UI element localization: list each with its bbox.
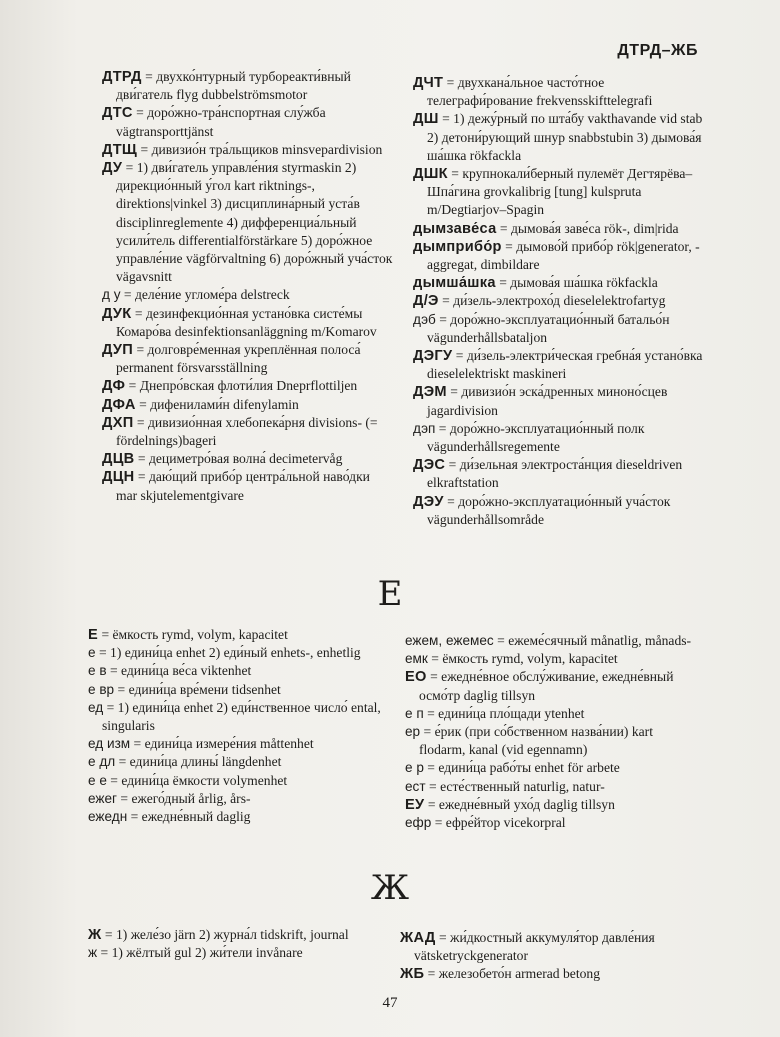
entry-headword: ДЭГУ (413, 348, 453, 365)
dictionary-entry (88, 926, 386, 944)
entry-definition: крупнокали́берный пулемёт Дегтярёва–Шпа́гина grovkalibrig [tung] kulspruta m/Degtiarjov–Spagin (427, 166, 693, 218)
dictionary-entry (102, 414, 394, 450)
entry-separator: = (130, 736, 145, 752)
dictionary-entry (102, 141, 394, 159)
entry-headword: е е (88, 772, 107, 788)
dictionary-entry (413, 347, 705, 383)
entry-separator: = (106, 663, 122, 679)
dictionary-entry (88, 944, 386, 962)
entry-separator: = (122, 160, 137, 176)
entry-separator: = (431, 815, 446, 831)
entry-headword: е п (405, 705, 424, 721)
dictionary-entry (413, 456, 705, 492)
entry-headword: е в (88, 663, 107, 679)
entry-separator: = (452, 348, 467, 364)
entry-separator: = (97, 945, 112, 961)
entry-headword: ЖАД (400, 930, 436, 946)
dictionary-entry (88, 662, 386, 680)
entry-separator: = (438, 111, 454, 127)
entry-definition: ежедне́вный daglig (141, 809, 251, 825)
dictionary-entry (405, 778, 693, 796)
dictionary-entry (413, 311, 705, 347)
dictionary-entry (102, 159, 394, 286)
entry-definition: доро́жно-эксплуатацио́нный полк vägunderhållsregemente (427, 420, 645, 455)
entry-separator: = (133, 342, 148, 358)
entry-separator: = (443, 493, 459, 509)
entry-headword: ДУП (102, 342, 134, 359)
entry-headword: ест (405, 778, 426, 794)
entry-definition: едини́ца ве́са viktenhet (121, 663, 252, 679)
entry-definition: доро́жно-эксплуатацио́нный батальо́н vägunderhållsbataljon (427, 311, 670, 345)
entry-separator: = (424, 796, 439, 812)
entry-definition: дымово́й прибо́р rök|generator, -aggregat, dimbildare (427, 238, 700, 273)
entry-headword: ЕУ (405, 796, 425, 813)
dictionary-entry (413, 383, 705, 419)
entry-headword: е вр (88, 681, 115, 697)
entry-definition: дивизио́н эска́дренных миноно́сцев jagardivision (427, 384, 668, 418)
entry-separator: = (127, 809, 142, 825)
entry-headword: ежег (88, 790, 118, 806)
entry-definition: доро́жно-эксплуатацио́нный уча́сток vägunderhållsområde (427, 493, 671, 527)
dictionary-entry (413, 420, 705, 456)
entry-headword: ДЭС (413, 457, 446, 474)
dictionary-entry (413, 238, 705, 274)
entry-headword: е р (405, 760, 424, 776)
entry-definition: 1) дви́гатель управле́ния styrmaskin 2) дирекцио́нный у́гол kart riktnings-, direktions|vinkel 3) дисциплина́рный уста́в disciplinreglemente 4) дифференциа́льный усили́тель differentialförstärkare 5) доро́жное управле́ние vägförvaltning 6) доро́жный уча́сток vägavsnitt (116, 160, 393, 285)
entry-headword: ДШ (413, 111, 439, 128)
entry-separator: = (106, 772, 122, 788)
entry-definition: едини́ца ёмкости volymenhet (121, 772, 288, 788)
entry-separator: = (141, 69, 157, 84)
dictionary-entry (88, 735, 386, 753)
entry-definition: ёмкость rymd, volym, kapacitet (112, 627, 288, 642)
dictionary-entry (88, 626, 386, 644)
entry-definition: 1) дежу́рный по шта́бу vakthavande vid stab 2) детони́рующий шнур snabbstubin 3) дымова́я ша́шка rökfackla (427, 111, 703, 163)
entry-headword: е (88, 645, 96, 661)
entry-definition: двухкана́льное часто́тное телеграфи́рование frekvensskifttelegrafi (427, 75, 653, 109)
dictionary-entry (400, 929, 690, 965)
entry-separator: = (131, 305, 146, 321)
section-zh-left-column (88, 926, 386, 962)
entry-definition: 1) желе́зо järn 2) журна́л tidskrift, journal (115, 927, 349, 942)
entry-list (400, 929, 690, 984)
entry-separator: = (435, 930, 451, 945)
entry-separator: = (101, 927, 116, 942)
dictionary-entry (88, 772, 386, 790)
dictionary-entry (102, 305, 394, 341)
dictionary-entry (400, 965, 690, 983)
entry-definition: ефре́йтор vicekorpral (445, 815, 566, 831)
dictionary-entry (413, 110, 705, 165)
entry-headword: ер (405, 724, 421, 740)
entry-separator: = (117, 790, 132, 806)
entry-definition: ди́зельная электроста́нция dieseldriven elkraftstation (427, 457, 683, 491)
dictionary-entry (413, 220, 705, 238)
dictionary-entry (88, 753, 386, 771)
entry-separator: = (427, 651, 443, 667)
entry-definition: едини́ца вре́мени tidsenhet (128, 681, 281, 697)
section-e-left-column (88, 626, 386, 826)
dictionary-entry (413, 274, 705, 292)
entry-definition: жи́дкостный аккумуля́тор давле́ния vätsketryckgenerator (414, 930, 655, 964)
entry-definition: ди́зель-электрохо́д dieselelektrofartyg (453, 293, 666, 309)
entry-headword: ЖБ (400, 966, 425, 983)
entry-separator: = (115, 754, 130, 770)
section-zh-right-column (400, 929, 690, 984)
dictionary-entry (102, 377, 394, 395)
section-letter-zh: Ж (370, 868, 410, 908)
entry-separator: = (133, 414, 148, 430)
entry-separator: = (134, 469, 149, 485)
entry-headword: ДТС (102, 105, 133, 122)
entry-separator: = (423, 760, 439, 776)
entry-definition: е́рик (при со́бственном назва́нии) kart flodarm, kanal (vid egennamn) (419, 724, 653, 758)
entry-headword: ж (88, 945, 98, 961)
entry-separator: = (137, 141, 152, 157)
entry-separator: = (125, 378, 140, 394)
entry-headword: ДЦВ (102, 451, 135, 468)
dictionary-entry (88, 644, 386, 662)
entry-list (88, 626, 386, 826)
entry-definition: ежедне́вное обслу́живание, ежедне́вный осмо́тр daglig tillsyn (419, 669, 674, 703)
dictionary-entry (413, 493, 705, 529)
entry-definition: ёмкость rymd, volym, kapacitet (442, 651, 618, 667)
entry-headword: ДТЩ (102, 141, 138, 158)
entry-headword: ежем, ежемес (405, 633, 494, 648)
entry-headword: ДУ (102, 160, 123, 177)
entry-headword: ДФ (102, 378, 126, 395)
section-e-right-column (405, 632, 693, 832)
dictionary-entry (88, 790, 386, 808)
entry-separator: = (438, 293, 454, 309)
entry-definition: двухко́нтурный турбореакти́вный дви́гатель flyg dubbelströmsmotor (116, 69, 351, 103)
entry-definition: дымова́я заве́са rök-, dim|rida (510, 220, 679, 236)
dictionary-entry (102, 68, 394, 104)
entry-separator: = (445, 457, 460, 473)
dictionary-entry (405, 705, 693, 723)
dictionary-entry (405, 723, 693, 759)
entry-list (413, 74, 705, 529)
dictionary-entry (413, 165, 705, 220)
entry-list (102, 68, 394, 505)
entry-separator: = (423, 705, 439, 721)
entry-separator: = (103, 699, 118, 715)
dictionary-entry (88, 681, 386, 699)
entry-separator: = (435, 311, 451, 327)
entry-definition: едини́ца пло́щади ytenhet (438, 705, 585, 721)
entry-definition: есте́ственный naturlig, natur- (440, 778, 605, 794)
entry-separator: = (425, 778, 441, 794)
entry-separator: = (501, 238, 517, 254)
entry-definition: дивизио́нная хлебопека́рня divisions- (= fördelnings)bageri (116, 414, 378, 449)
dictionary-entry (102, 286, 394, 304)
entry-definition: долговре́менная укреплённая полоса́ permanent försvarsställning (116, 342, 361, 376)
entry-separator: = (443, 75, 458, 90)
entry-definition: деле́ние угломе́ра delstreck (134, 287, 290, 303)
dictionary-entry (102, 396, 394, 414)
entry-separator: = (114, 681, 129, 697)
entry-definition: железобето́н armerad betong (438, 966, 600, 982)
entry-headword: ед изм (88, 736, 131, 752)
entry-headword: Е (88, 627, 99, 643)
entry-separator: = (495, 275, 511, 291)
running-head: ДТРД–ЖБ (617, 42, 698, 59)
entry-separator: = (98, 627, 113, 642)
entry-list (88, 926, 386, 962)
page-number: 47 (382, 995, 398, 1011)
entry-separator: = (120, 287, 135, 303)
entry-headword: дымзаве́са (413, 220, 497, 237)
entry-headword: ефр (405, 815, 432, 831)
entry-headword: дымприбо́р (413, 238, 502, 255)
entry-separator: = (446, 384, 462, 400)
entry-headword: дэп (413, 420, 436, 436)
dictionary-entry (102, 450, 394, 468)
dictionary-entry (88, 808, 386, 826)
entry-definition: едини́ца измере́ния måttenhet (144, 736, 314, 752)
entry-definition: дезинфекцио́нная устано́вка систе́мы Комаро́ва desinfektionsanläggning m/Komarov (116, 305, 377, 339)
entry-definition: дифенилами́н difenylamin (150, 396, 299, 412)
entry-headword: д у (102, 287, 121, 303)
entry-definition: дивизио́н тра́льщиков minsvepardivision (151, 141, 383, 157)
entry-separator: = (435, 420, 450, 436)
dictionary-entry (405, 632, 693, 650)
entry-headword: ЕО (405, 669, 427, 686)
entry-headword: Ж (88, 927, 102, 943)
entry-definition: ежеме́сячный månatlig, månads- (508, 633, 692, 648)
dictionary-entry (102, 341, 394, 377)
entry-headword: ДЦН (102, 469, 135, 486)
entry-headword: ДФА (102, 396, 136, 413)
entry-definition: 1) едини́ца enhet 2) еди́нственное число́ ental, singularis (102, 699, 381, 734)
entry-headword: ДЧТ (413, 75, 444, 91)
entry-headword: ДШК (413, 166, 448, 183)
entry-definition: Днепро́вская флоти́лия Dneprflottiljen (139, 378, 358, 394)
entry-separator: = (95, 645, 111, 661)
entry-list (405, 632, 693, 832)
section-letter-e: Е (377, 574, 403, 614)
entry-separator: = (447, 166, 463, 182)
entry-headword: ДЭУ (413, 493, 444, 510)
entry-headword: ДУК (102, 305, 132, 322)
section-d-right-column (413, 74, 705, 529)
entry-separator: = (420, 724, 435, 740)
entry-headword: ДХП (102, 414, 134, 431)
dictionary-entry (405, 759, 693, 777)
entry-definition: доро́жно-тра́нспортная слу́жба vägtransporttjänst (116, 105, 326, 139)
entry-separator: = (493, 633, 509, 648)
entry-headword: ежедн (88, 809, 128, 825)
dictionary-entry (405, 650, 693, 668)
dictionary-entry (102, 468, 394, 504)
entry-headword: ДТРД (102, 69, 142, 85)
entry-separator: = (132, 105, 148, 121)
dictionary-entry (413, 292, 705, 310)
entry-separator: = (424, 966, 439, 982)
dictionary-entry (405, 814, 693, 832)
entry-separator: = (426, 669, 442, 685)
dictionary-entry (88, 699, 386, 735)
entry-headword: ед (88, 699, 104, 715)
dictionary-entry (102, 104, 394, 140)
entry-headword: е дл (88, 754, 116, 770)
entry-separator: = (134, 451, 149, 467)
entry-headword: ДЭМ (413, 384, 447, 401)
dictionary-entry (413, 74, 705, 110)
entry-definition: 1) едини́ца enhet 2) еди́ный enhets-, enhetlig (110, 645, 361, 661)
entry-definition: дымова́я ша́шка rökfackla (510, 275, 658, 291)
entry-headword: дэб (413, 311, 436, 327)
entry-definition: едини́ца длины́ längdenhet (129, 754, 282, 770)
entry-definition: 1) жёлтый gul 2) жи́тели invånare (111, 945, 303, 961)
dictionary-entry (405, 796, 693, 814)
entry-headword: Д/Э (413, 293, 439, 310)
entry-headword: дымша́шка (413, 275, 496, 292)
dictionary-entry (405, 668, 693, 704)
entry-headword: емк (405, 651, 428, 667)
entry-definition: ди́зель-электри́ческая гребна́я устано́вка dieselelektriskt maskineri (427, 348, 703, 382)
entry-definition: ежего́дный årlig, års- (131, 790, 251, 806)
entry-definition: ежедне́вный ухо́д daglig tillsyn (438, 796, 615, 812)
entry-separator: = (135, 396, 151, 412)
entry-definition: дециметро́вая волна́ decimetervåg (148, 451, 343, 467)
section-d-left-column (102, 68, 394, 505)
entry-separator: = (496, 220, 511, 236)
entry-definition: даю́щий прибо́р центра́льной наво́дки mar skjutelementgivare (116, 469, 370, 503)
entry-definition: едини́ца рабо́ты enhet för arbete (438, 760, 620, 776)
